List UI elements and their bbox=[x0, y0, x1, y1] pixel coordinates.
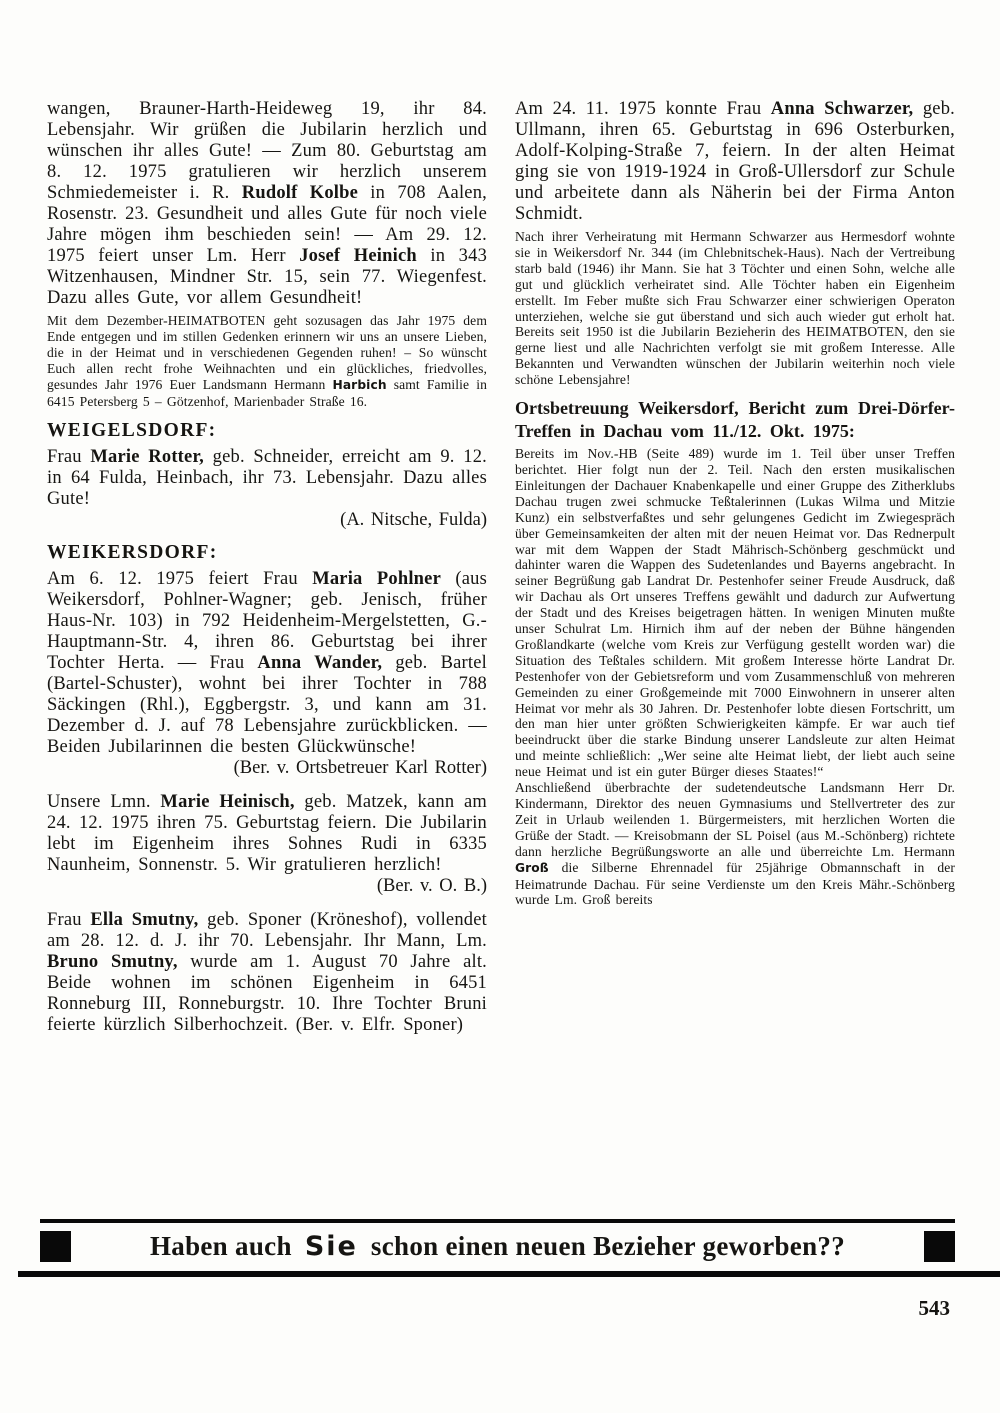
two-column-layout bbox=[47, 99, 955, 1036]
banner-text bbox=[71, 1231, 924, 1262]
section-heading-weigelsdorf: WEIGELSDORF: bbox=[47, 420, 217, 442]
para-ella-smutny: Frau Ella Smutny, geb. Sponer (Kröneshof), vollendet am 28. 12. d. J. ihr 70. Lebensjahr. Ihr Mann, Lm. Bruno Smutny, wurde am 1. August 70 Jahre alt. Beide wohnen im schönen Eigenheim in 6451 Ronneburg III, Ronneburgstr. 10. Ihre Tochter Bruni feierte kürzlich Silberhochzeit. (Ber. v. Elfr. Sponer) bbox=[47, 910, 487, 1036]
section-heading-weikersdorf: WEIKERSDORF: bbox=[47, 542, 218, 564]
para-schwarzer-detail: Nach ihrer Verheiratung mit Hermann Schwarzer aus Hermesdorf wohnte sie in Weikersdorf Nr. 344 (im Chlebnitschek-Haus). Nach der Vertreibung starb bald (1946) ihr Mann. Sie hat 3 Töchter und einen Sohn, welche alle gut und glücklich verheiratet sind. Alle Töchter haben ein Eigenheim erstellt. Im Feber mußte sich Frau Schwarzer einer schwierigen Operaton unterziehen, welche sie gut überstand und sich auch wieder gut erholt hat. Bereits seit 1950 ist die Jubilarin Bezieherin des HEIMATBOTEN, den sie gerne liest und alle Nachrichten verfolgt sie mit großem Interesse. Alle Bekannten und Verwandten wünschen der Jubilarin weiterhin noch viele schöne Lebensjahre! bbox=[515, 229, 955, 388]
banner-top-rule bbox=[40, 1219, 955, 1223]
subscription-banner bbox=[40, 1219, 955, 1277]
right-column bbox=[515, 99, 955, 1036]
byline-karl-rotter: (Ber. v. Ortsbetreuer Karl Rotter) bbox=[233, 758, 487, 779]
banner-row bbox=[40, 1231, 955, 1262]
byline-ob: (Ber. v. O. B.) bbox=[376, 876, 487, 897]
section-heading-ortsbetreuung: Ortsbetreuung Weikersdorf, Bericht zum Drei-Dörfer-Treffen in Dachau vom 11./12. Okt. 1975: bbox=[515, 398, 955, 442]
banner-left-square bbox=[40, 1231, 71, 1262]
banner-text-part2: schon einen neuen Bezieher geworben?? bbox=[370, 1231, 846, 1261]
left-column bbox=[47, 99, 487, 1036]
para-jubilare-continuation: wangen, Brauner-Harth-Heideweg 19, ihr 84. Lebensjahr. Wir grüßen die Jubilarin herzlich und wünschen ihr alles Gute! — Zum 80. Geburtstag am 8. 12. 1975 gratulieren wir herzlich unserem Schmiedemeister i. R. Rudolf Kolbe in 708 Aalen, Rosenstr. 23. Gesundheit und alles Gute für noch viele Jahre mögen ihm beschieden sein! — Am 29. 12. 1975 feiert unser Lm. Herr Josef Heinich in 343 Witzenhausen, Mindner Str. 15, sein 77. Wiegenfest. Dazu alles Gute, vor allem Gesundheit! bbox=[47, 99, 488, 308]
para-marie-heinisch: Unsere Lmn. Marie Heinisch, geb. Matzek, kann am 24. 12. 1975 ihren 75. Geburtstag feiern. Die Jubilarin lebt im Eigenheim ihres Sohnes Rudi in 6335 Naunheim, Sonnenstr. 5. Wir gratulieren herzlich! bbox=[47, 792, 487, 876]
para-kindermann-gross: Anschließend überbrachte der sudetendeutsche Landsmann Herr Dr. Kindermann, Direktor des neuen Gymnasiums und Stellvertreter des zur Zeit in Urlaub weilenden 1. Bürgermeisters, mit herzlichen Worten die Grüße der Stadt. — Kreisobmann der SL Poisel (aus M.-Schönberg) richtete dann herzliche Begrüßungsworte an alle und überreichte Lm. Hermann Groß die Silberne Ehrennadel für 25jährige Obmannschaft in der Heimatrunde Dachau. Für seine Verdienste um den Kreis Mähr.-Schönberg wurde Lm. Groß bereits bbox=[515, 780, 955, 908]
banner-text-emphasis: Sie bbox=[304, 1231, 358, 1262]
para-marie-rotter: Frau Marie Rotter, geb. Schneider, erreicht am 9. 12. in 64 Fulda, Heinbach, ihr 73. Lebensjahr. Dazu alles Gute! bbox=[47, 447, 487, 510]
banner-text-part1: Haben auch bbox=[149, 1231, 292, 1261]
para-anna-schwarzer: Am 24. 11. 1975 konnte Frau Anna Schwarzer, geb. Ullmann, ihren 65. Geburtstag in 696 Osterburken, Adolf-Kolping-Straße 7, feiern. In der alten Heimat ging sie von 1919-1924 in Groß-Ullersdorf zur Schule und arbeitete dann als Näherin bei der Firma Anton Schmidt. bbox=[515, 99, 955, 224]
para-pohlner-wander: Am 6. 12. 1975 feiert Frau Maria Pohlner (aus Weikersdorf, Pohlner-Wagner; geb. Jenisch, früher Haus-Nr. 103) in 792 Heidenheim-Mergelstetten, G.-Hauptmann-Str. 4, ihren 86. Geburtstag bei ihrer Tochter Herta. — Frau Anna Wander, geb. Bartel (Bartel-Schuster), wohnt bei ihrer Tochter in 788 Säckingen (Rhl.), Eggbergstr. 3, und kann am 31. Dezember d. J. auf 78 Lebensjahre zurückblicken. — Beiden Jubilarinnen die besten Glückwünsche! bbox=[47, 569, 487, 758]
page-number: 543 bbox=[918, 1296, 950, 1320]
para-treffen-bericht: Bereits im Nov.-HB (Seite 489) wurde im 1. Teil über unser Treffen berichtet. Hier folgt nun der 2. Teil. Nach den ersten musikalischen Einleitungen der Dachauer Knabenkapelle und einer Gruppe des Zitherklubs Dachau trugen zwei schmucke Teßtalerinnen (Lukas Wilma und Mitzie Kunz) ein selbstverfaßtes und sehr gelungenes Gedicht im Zwiegespräch über Gemeinsamkeiten der alten mit der neuen Heimat vor. Das Rednerpult war mit dem Wappen der Stadt Mährisch-Schönberg geschmückt und dahinter waren die Wappen des Sudetenlandes und Bayerns angebracht. In seiner Begrüßung gab Landrat Dr. Pestenhofer seiner Freude Ausdruck, daß wir Dachau als Ort unseres Treffens gewählt und dadurch zur Aufwertung der Stadt und des Kreises beigetragen hätten. In wenigen Minuten mußte unser Schulrat Lm. Hirnich ihm auf der neben der Bühne hängenden Großlandkarte (welche vom Kreis zur Verfügung gestellt worden war) die Situation des Teßtales schildern. Mit großem Interesse hörte Landrat Dr. Pestenhofer von der Gebietsreform und vom Zusammenschluß von mehreren Gemeinden zu einer Großgemeinde mit 7000 Einwohnern in unserer alten Heimat vor mehr als 30 Jahren. Dr. Pestenhofer lobte diesen Fortschritt, um den man hier unter größten Schwierigkeiten kämpfe. Er war auch tief beeindruckt über die starke Bindung unserer Landsleute zur alten Heimat und meinte schließlich: „Wer seine alte Heimat liebt, der liebt auch seine neue Heimat und ist ein guter Bürger dieses Staates!“ bbox=[515, 446, 955, 780]
para-heimatbote-greeting: Mit dem Dezember-HEIMATBOTEN geht sozusagen das Jahr 1975 dem Ende entgegen und im stillen Gedenken erinnern wir uns an unsere Lieben, die in der Heimat und in verschiedenen Gegenden ruhen! – So wünscht Euch allen recht frohe Weihnachten und ein glückliches, friedvolles, gesundes Jahr 1976 Euer Landsmann Hermann Harbich samt Familie in 6415 Petersberg 5 – Götzenhof, Marienbader Straße 16. bbox=[47, 313, 487, 409]
banner-bottom-rule bbox=[18, 1271, 1000, 1277]
byline-nitsche: (A. Nitsche, Fulda) bbox=[340, 510, 487, 531]
banner-right-square bbox=[924, 1231, 955, 1262]
